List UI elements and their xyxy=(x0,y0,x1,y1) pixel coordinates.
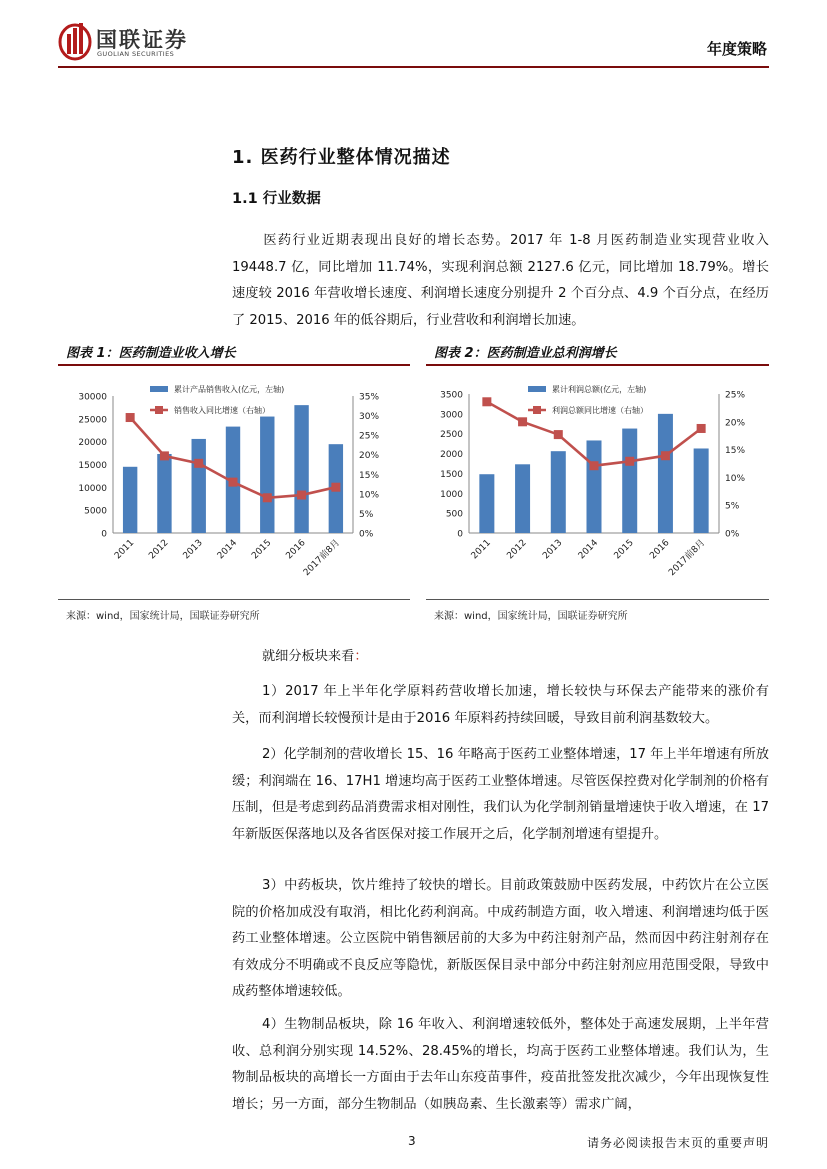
legend-bar-label: 累计利润总额(亿元，左轴) xyxy=(552,385,647,394)
bar xyxy=(515,464,530,533)
category-label: 2013 xyxy=(541,538,565,562)
logo-text-cn: 国联证券 xyxy=(96,28,188,52)
category-label: 2011 xyxy=(112,538,137,562)
right-axis-tick-label: 10% xyxy=(359,490,380,501)
category-label: 2014 xyxy=(576,538,601,562)
growth-point xyxy=(160,451,169,460)
figure-2-bottom-rule xyxy=(426,599,769,600)
bar xyxy=(294,405,308,533)
legend-bar-label: 累计产品销售收入(亿元，左轴) xyxy=(174,385,285,394)
intro-paragraph xyxy=(232,228,769,334)
bar xyxy=(479,474,494,533)
left-axis-tick-label: 15000 xyxy=(78,461,107,471)
revenue-growth-chart xyxy=(58,370,410,595)
bar xyxy=(123,467,137,533)
figure-2-title: 图表 2：医药制造业总利润增长 xyxy=(434,346,617,361)
legend-line-marker xyxy=(155,406,163,414)
left-axis-tick-label: 30000 xyxy=(78,392,107,403)
legend-line-label: 利润总额同比增速（右轴） xyxy=(552,406,648,415)
right-axis-tick-label: 0% xyxy=(725,529,740,540)
growth-point xyxy=(263,493,272,502)
subsection-heading: 1.1 行业数据 xyxy=(232,191,321,207)
logo-emblem-icon xyxy=(58,20,94,62)
right-axis-tick-label: 20% xyxy=(359,451,380,462)
right-axis-tick-label: 20% xyxy=(725,418,746,429)
category-label: 2011 xyxy=(469,538,493,562)
growth-point xyxy=(331,483,340,492)
figure-1-top-rule xyxy=(58,364,410,366)
category-label: 2016 xyxy=(648,538,672,562)
growth-point xyxy=(194,459,203,468)
left-axis-tick-label: 1500 xyxy=(440,469,463,480)
category-label: 2014 xyxy=(215,538,240,562)
right-axis-tick-label: 35% xyxy=(359,392,380,403)
left-axis-tick-label: 500 xyxy=(445,509,463,520)
growth-point xyxy=(229,478,238,487)
bar xyxy=(260,417,274,533)
page-number: 3 xyxy=(408,1134,416,1148)
disclaimer-note: 请务必阅读报告末页的重要声明 xyxy=(586,1136,769,1150)
segments-intro-text: 就细分板块来看 xyxy=(262,649,355,664)
growth-point xyxy=(482,397,491,406)
category-label: 2012 xyxy=(147,538,171,562)
growth-point xyxy=(554,430,563,439)
header-divider xyxy=(58,66,769,68)
category-label: 2012 xyxy=(505,538,529,562)
growth-point xyxy=(697,424,706,433)
left-axis-tick-label: 0 xyxy=(101,529,107,540)
segments-intro-colon: ： xyxy=(354,649,368,664)
bar xyxy=(157,454,171,533)
right-axis-tick-label: 0% xyxy=(359,529,374,540)
category-label: 2017前8月 xyxy=(667,538,708,579)
left-axis-tick-label: 2500 xyxy=(440,430,463,441)
growth-point xyxy=(590,461,599,470)
paragraph-biologics-text: 4）生物制品板块，除 16 年收入、利润增速较低外，整体处于高速发展期，上半年营收、总利润分别实现 14.52%、28.45%的增长，均高于医药工业整体增速。我们认为，生物制品板块的高增长一方面由于去年山东疫苗事件，疫苗批签发批次减少，今年出现恢复性增长；另一方面，部分生物制品（如胰岛素、生长激素等）需求广阔， xyxy=(232,1017,769,1112)
logo-text-en: GUOLIAN SECURITIES xyxy=(97,50,175,58)
category-label: 2017前8月 xyxy=(301,538,342,579)
bar xyxy=(551,451,566,533)
paragraph-biologics xyxy=(232,1012,769,1118)
growth-point xyxy=(126,413,135,422)
left-axis-tick-label: 3000 xyxy=(440,410,463,421)
figure-1-title: 图表 1：医药制造业收入增长 xyxy=(66,346,236,361)
legend-line-label: 销售收入同比增速（右轴） xyxy=(174,406,270,415)
figure-2-source: 来源：wind，国家统计局，国联证券研究所 xyxy=(434,611,628,622)
figure-1-bottom-rule xyxy=(58,599,410,600)
figure-2-top-rule xyxy=(426,364,769,366)
right-axis-tick-label: 15% xyxy=(359,470,380,481)
paragraph-chemical-text: 2）化学制剂的营收增长 15、16 年略高于医药工业整体增速，17 年上半年增速有所放缓；利润端在 16、17H1 增速均高于医药工业整体增速。尽管医保控费对化学制剂的价格有压制，但是考虑到药品消费需求相对刚性，我们认为化学制剂销量增速快于收入增速，在 17 年新版医保落地以及各省医保对接工作展开之后，化学制剂增速有望提升。 xyxy=(232,747,769,842)
growth-point xyxy=(625,457,634,466)
figure-1-source: 来源：wind，国家统计局，国联证券研究所 xyxy=(66,611,260,622)
left-axis-tick-label: 10000 xyxy=(78,483,107,494)
right-axis-tick-label: 5% xyxy=(359,509,374,520)
report-type-label: 年度策略 xyxy=(706,40,767,58)
category-label: 2015 xyxy=(612,538,636,562)
category-label: 2016 xyxy=(284,538,308,562)
paragraph-chemical xyxy=(232,742,769,848)
right-axis-tick-label: 30% xyxy=(359,412,380,423)
left-axis-tick-label: 1000 xyxy=(440,489,463,500)
left-axis-tick-label: 0 xyxy=(457,529,463,540)
legend-bar-swatch xyxy=(528,386,546,392)
bar xyxy=(694,448,709,533)
paragraph-tcm xyxy=(232,873,769,1006)
right-axis-tick-label: 15% xyxy=(725,446,746,457)
growth-point xyxy=(518,417,527,426)
category-label: 2013 xyxy=(181,538,205,562)
section-heading: 1. 医药行业整体情况描述 xyxy=(232,147,451,168)
growth-point xyxy=(297,491,306,500)
paragraph-api xyxy=(232,679,769,732)
bar xyxy=(192,439,206,533)
right-axis-tick-label: 10% xyxy=(725,473,746,484)
left-axis-tick-label: 5000 xyxy=(84,506,107,517)
paragraph-tcm-text: 3）中药板块，饮片维持了较快的增长。目前政策鼓励中医药发展，中药饮片在公立医院的价格加成没有取消，相比化药利润高。中成药制造方面，收入增速、利润增速均低于医药工业整体增速。公立医院中销售额居前的大多为中药注射剂产品，然而因中药注射剂存在有效成分不明确或不良反应等隐忧，新版医保目录中部分中药注射剂应用范围受限，导致中成药整体增速较低。 xyxy=(232,878,769,999)
right-axis-tick-label: 25% xyxy=(725,390,746,401)
paragraph-api-text: 1）2017 年上半年化学原料药营收增长加速，增长较快与环保去产能带来的涨价有关，而利润增长较慢预计是由于2016 年原料药持续回暖，导致目前利润基数较大。 xyxy=(232,684,769,726)
left-axis-tick-label: 20000 xyxy=(78,438,107,449)
bar xyxy=(587,440,602,533)
left-axis-tick-label: 3500 xyxy=(440,390,463,401)
growth-point xyxy=(661,451,670,460)
bar xyxy=(658,414,673,533)
left-axis-tick-label: 25000 xyxy=(78,415,107,426)
legend-line-marker xyxy=(533,406,541,414)
left-axis-tick-label: 2000 xyxy=(440,450,463,461)
company-logo xyxy=(58,20,208,64)
bar xyxy=(622,429,637,533)
segments-intro xyxy=(262,645,368,664)
legend-bar-swatch xyxy=(150,386,168,392)
category-label: 2015 xyxy=(250,538,274,562)
profit-growth-chart xyxy=(426,370,769,595)
right-axis-tick-label: 5% xyxy=(725,501,740,512)
right-axis-tick-label: 25% xyxy=(359,431,380,442)
intro-text: 医药行业近期表现出良好的增长态势。2017 年 1-8 月医药制造业实现营业收入 19448.7 亿，同比增加 11.74%，实现利润总额 2127.6 亿元，同比增加 18.79%。增长速度较 2016 年营收增长速度、利润增长速度分别提升 2 个百分点、4.9 个百分点，在经历了 2015、2016 年的低谷期后，行业营收和利润增长加速。 xyxy=(232,233,769,328)
